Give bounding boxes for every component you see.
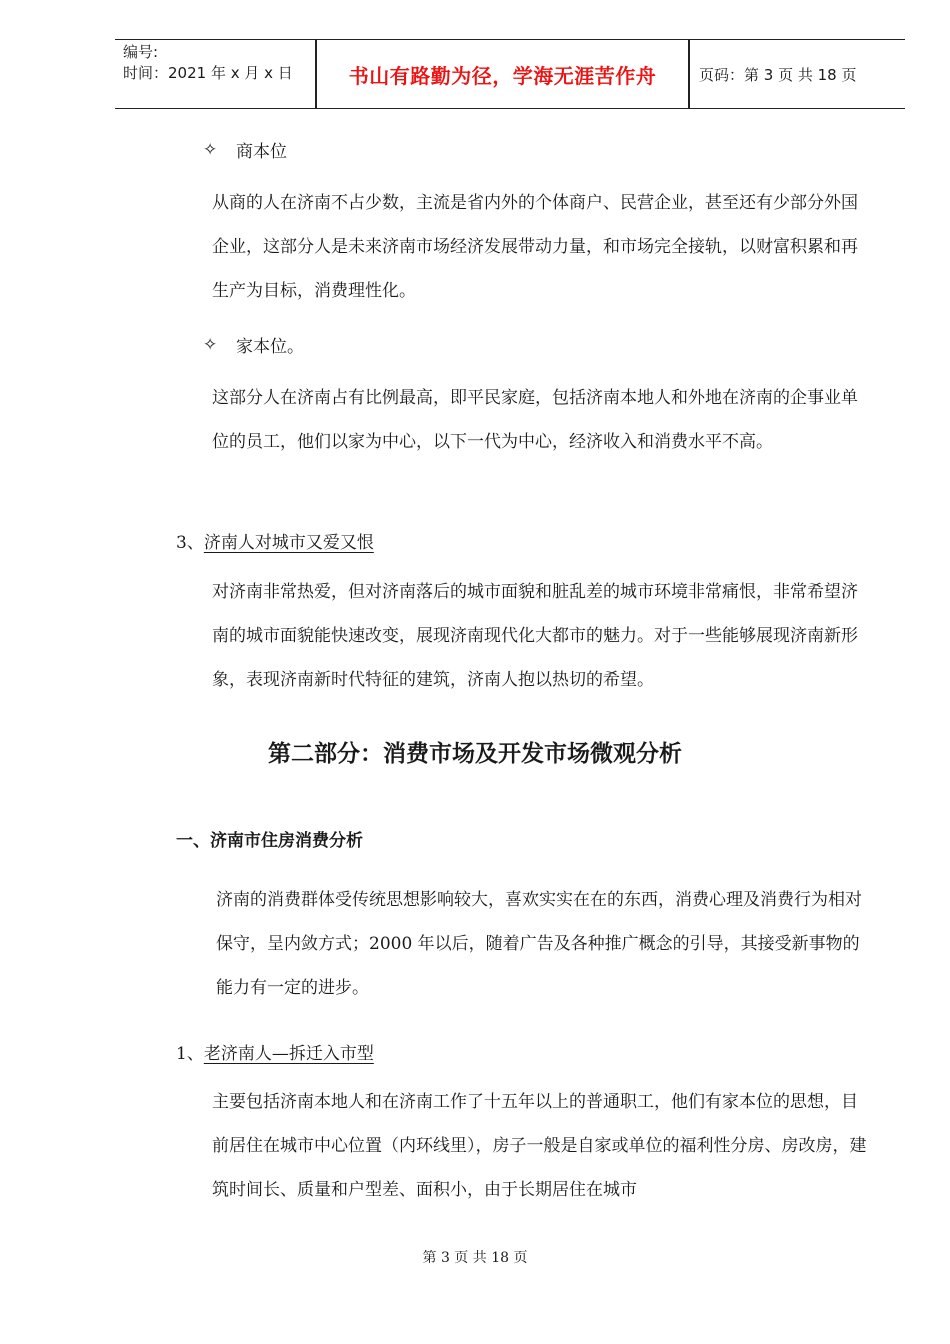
heading-title: 济南人对城市又爱又恨 xyxy=(203,533,374,553)
heading-number: 3、 xyxy=(176,533,204,553)
bullet-label: 家本位。 xyxy=(236,337,304,357)
numbered-heading-3 xyxy=(176,528,374,553)
heading-title: 老济南人—拆迁入市型 xyxy=(203,1044,374,1064)
number-label: 编号: xyxy=(123,43,159,61)
header-meta xyxy=(123,42,313,84)
section-title: 第二部分：消费市场及开发市场微观分析 xyxy=(268,741,682,767)
header-divider xyxy=(688,40,690,108)
numbered-heading-1 xyxy=(176,1039,374,1064)
time-label: 时间：2021 年 x 月 x 日 xyxy=(123,64,293,82)
subsection-title: 一、济南市住房消费分析 xyxy=(176,831,363,851)
paragraph-housing-consumption: 济南的消费群体受传统思想影响较大，喜欢实实在在的东西，消费心理及消费行为相对保守，呈内敛方式；2000 年以后，随着广告及各种推广概念的引导，其接受新事物的能力有一定的进步。 xyxy=(216,890,862,998)
page-footer: 第 3 页 共 18 页 xyxy=(422,1250,528,1266)
paragraph-love-hate: 对济南非常热爱，但对济南落后的城市面貌和脏乱差的城市环境非常痛恨，非常希望济南的城市面貌能快速改变，展现济南现代化大都市的魅力。对于一些能够展现济南新形象，表现济南新时代特征的建筑，济南人抱以热切的希望。 xyxy=(212,582,858,690)
bullet-item-business xyxy=(203,137,287,162)
diamond-star-icon: ✧ xyxy=(203,139,218,160)
header-page-label: 页码：第 3 页 共 18 页 xyxy=(699,65,857,84)
heading-number: 1、 xyxy=(176,1044,204,1064)
page-header xyxy=(115,39,905,109)
bullet-item-family xyxy=(203,332,304,357)
header-motto: 书山有路勤为径，学海无涯苦作舟 xyxy=(348,63,657,88)
paragraph-business: 从商的人在济南不占少数，主流是省内外的个体商户、民营企业，甚至还有少部分外国企业，这部分人是未来济南市场经济发展带动力量，和市场完全接轨，以财富积累和再生产为目标，消费理性化。 xyxy=(212,193,858,301)
diamond-star-icon: ✧ xyxy=(203,334,218,355)
bullet-label: 商本位 xyxy=(236,142,287,162)
paragraph-family: 这部分人在济南占有比例最高，即平民家庭，包括济南本地人和外地在济南的企事业单位的员工，他们以家为中心，以下一代为中心，经济收入和消费水平不高。 xyxy=(212,388,858,452)
paragraph-old-jinan: 主要包括济南本地人和在济南工作了十五年以上的普通职工，他们有家本位的思想，目前居住在城市中心位置（内环线里），房子一般是自家或单位的福利性分房、房改房，建筑时间长、质量和户型差、面积小，由于长期居住在城市 xyxy=(212,1092,867,1200)
